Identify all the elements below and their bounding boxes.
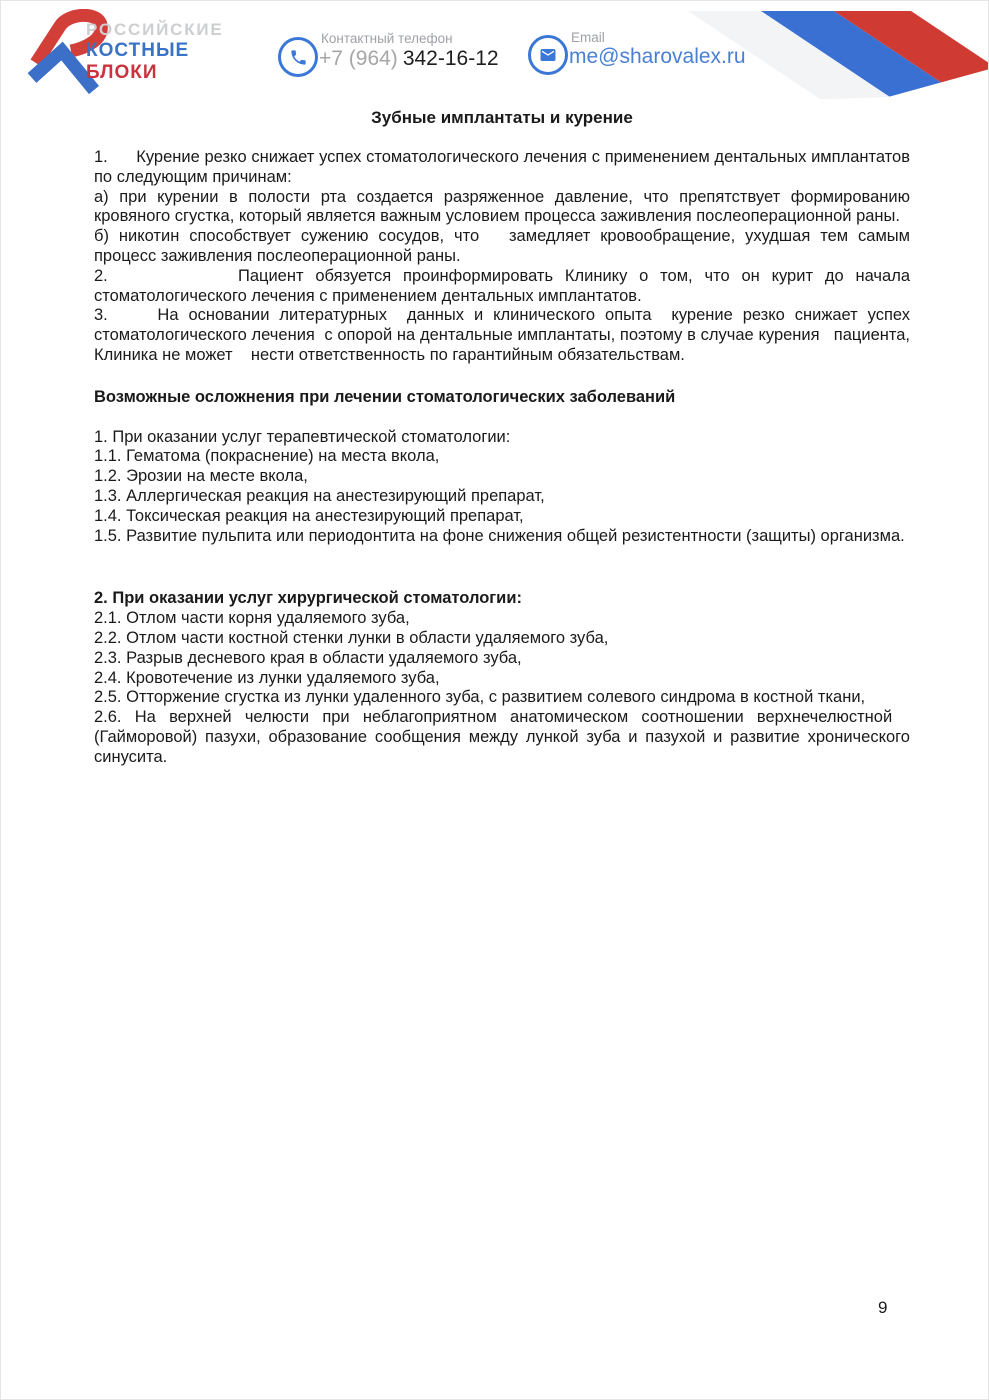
list-item: 2.4. Кровотечение из лунки удаляемого зуба, [94, 668, 440, 687]
email-address-link[interactable]: me@sharovalex.ru [569, 45, 746, 68]
logo-line-1: РОССИЙСКИЕ [86, 20, 224, 39]
paragraph-smoking-3: 3. На основании литературных данных и клинического опыта курение резко снижает успех стоматологического лечения с опорой на дентальные имплантаты, поэтому в случае курения пациента, Клиника не может нести ответственность по гарантийным обязательствам. [94, 306, 910, 364]
logo-wordmark [86, 21, 224, 82]
phone-prefix: +7 (964) [319, 47, 398, 70]
surgical-heading: 2. При оказании услуг хирургической стоматологии: [94, 589, 522, 608]
email-label: Email [571, 30, 605, 45]
paragraph-smoking-b: б) никотин способствует сужению сосудов, что замедляет кровообращение, ухудшая тем самым процесс заживления послеоперационной раны. [94, 227, 910, 265]
phone-label: Контактный телефон [321, 31, 453, 46]
phone-icon [278, 37, 318, 77]
page-number: 9 [878, 1298, 888, 1317]
list-item: 1.1. Гематома (покраснение) на места вкола, [94, 447, 440, 466]
list-item: 2.3. Разрыв десневого края в области удаляемого зуба, [94, 648, 522, 667]
list-item: 1.2. Эрозии на месте вкола, [94, 467, 308, 486]
logo-line-3: БЛОКИ [86, 62, 158, 83]
page-title: Зубные имплантаты и курение [371, 108, 633, 127]
paragraph-smoking-2: 2. Пациент обязуется проинформировать Клинику о том, что он курит до начала стоматологического лечения с применением дентальных имплантатов. [94, 266, 910, 305]
list-item: 2.2. Отлом части костной стенки лунки в области удаляемого зуба, [94, 628, 609, 647]
paragraph-smoking-1: 1. Курение резко снижает успех стоматологического лечения с применением дентальных имплантатов по следующим причинам: [94, 148, 910, 186]
document-body [94, 107, 910, 768]
flag-banner [681, 1, 989, 101]
list-item: 2.1. Отлом части корня удаляемого зуба, [94, 609, 410, 628]
envelope-icon [528, 35, 568, 75]
list-item: 1.4. Токсическая реакция на анестезирующий препарат, [94, 506, 524, 525]
list-item: 1.5. Развитие пульпита или периодонтита на фоне снижения общей резистентности (защиты) организма. [94, 526, 905, 545]
logo-line-2: КОСТНЫЕ [86, 40, 190, 61]
therapeutic-intro: 1. При оказании услуг терапевтической стоматологии: [94, 427, 511, 446]
phone-number [319, 47, 499, 71]
paragraph-smoking-a: а) при курении в полости рта создается разряженное давление, что препятствует формированию кровяного сгустка, который является важным условием процесса заживления послеоперационной раны. [94, 187, 910, 226]
phone-main: 342-16-12 [402, 47, 499, 70]
list-item: 1.3. Аллергическая реакция на анестезирующий препарат, [94, 486, 545, 505]
list-item: 2.5. Отторжение сгустка из лунки удаленного зуба, с развитием солевого синдрома в костной ткани, [94, 688, 866, 707]
list-item: 2.6. На верхней челюсти при неблагоприятном анатомическом соотношении верхнечелюстной (Гайморовой) пазухи, образование сообщения между лункой зуба и пазухой и развитие хронического синусита. [94, 708, 910, 766]
letterhead [1, 1, 989, 101]
complications-heading: Возможные осложнения при лечении стоматологических заболеваний [94, 387, 676, 406]
